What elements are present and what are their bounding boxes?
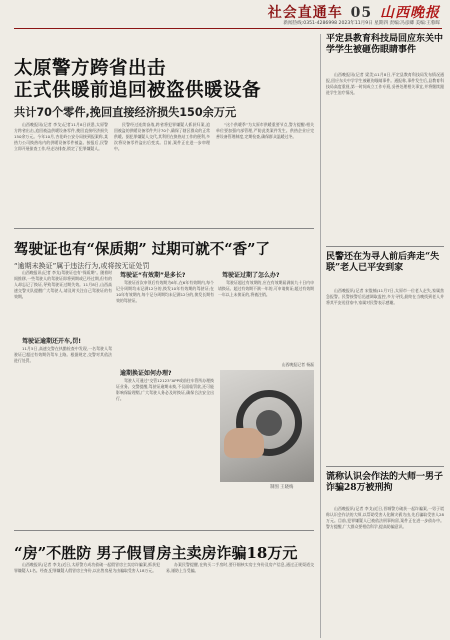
story1-column-3: “这个供暖季”为太原市供暖重要节点,警方提醒:相关单位要加强内部管理,严防此类案件发生。供热企业应完善设备管理制度,定期检查,确保群众温暖过冬。 [216,122,314,139]
right-story1-text: 山西晚报讯(记者 梁美)11月8日,平定县教育科技局发布情况通报,回应东关中学学生被砸伤眼睛事件。通报称,事件发生后,县教育科技局高度重视,第一时间成立工作专班,妥善处理相关事宜,并将继续跟进学生治疗情况。 [326,72,444,95]
story3-column-2: 办案民警提醒,在购买二手房时,要仔细核实房主身份及房产信息,通过正规渠道交易,谨防上当受骗。 [166,562,314,573]
column-divider [320,34,321,638]
section-name: 社会直通车 [267,5,343,21]
story2-column-2: 驾驶证首次申领后有效期为6年,在6年有效期内,每个记分周期均未记满12分的,换发10年有效期的驾驶证;在10年有效期内,每个记分周期均未记满12分的,换发长期有效的驾驶证。 [116,280,214,303]
right-story1-title: 平定县教育科技局回应东关中学学生被砸伤眼睛事件 [326,34,444,55]
story2-column-3: 驾驶证超过有效期的,应在有效期届满前九十日内申请换证。超过有效期不满一年的,可申请换证;超过有效期一年以上未换证的,将被注销。 [218,280,314,297]
divider [326,246,444,247]
story3-column-1: 山西晚报讯(记者 李戈)近日,太原警方成功侦破一起假冒房主卖房诈骗案,抓获犯罪嫌疑人1名。经查,犯罪嫌疑人假冒房主身份,以出售房屋为由骗取受害人18万元。 [14,562,160,573]
right-story2-text: 山西晚报讯(记者 宋俊楠)11月7日,太原市一位老人走失,家属焦急报警。民警接警后迅速调取监控,多方寻找,最终在当晚找到老人并将其平安送回家中,家属对民警表示感谢。 [326,288,444,305]
story1-title-line2: 正式供暖前追回被盗供暖设备 [14,80,262,101]
masthead-title [268,2,440,22]
divider [326,466,444,467]
story2-column-1: 山西晚报讯(记者 李戈)驾驶证也有“保质期”。随着时间推移,一些驾驶人的驾驶证即将到期或已经过期,但有的人却忘记了换证,导致驾驶证过期失效。11月8日,山西高速交警支队提醒广大驾驶人,请及时关注自己驾驶证的有效期。 [14,270,112,299]
divider [14,228,314,229]
story2-subtitle: “逾期未换证”属于违法行为,或将按无证处罚 [14,262,150,270]
masthead-meta: 新闻热线:0351-4286998 2023年11月9日 星期四 责编:冯彦卿 美编:王蓉晖 [283,21,440,26]
right-story3-title: 谎称认识会作法的大师一男子诈骗28万被刑拘 [326,472,444,493]
story1-subtitle: 共计70个零件,挽回直接经济损失150余万元 [14,106,237,119]
story2-title: 驾驶证也有“保质期” 过期可就不“香”了 [14,241,270,258]
story1-column-1: 山西晚报讯(记者 李戈)记者11月8日获悉,太原警方跨省出击,追回被盗供暖设备零件,挽回直接经济损失150余万元。今年10月,杏花岭公安分局接到报案称,某热力公司换热站内的供暖设备零件被盗。接报后,民警立即开展侦查工作,经走访排查,锁定了犯罪嫌疑人。 [14,122,108,151]
story1-column-2: 民警经过连续奋战,跨省将犯罪嫌疑人抓获归案,追回被盗的供暖设备零件共计70个,确保了辖区群众的正常供暖。据犯罪嫌疑人交代,其利用在换热站工作的便利,多次将设备零件盗出后变卖。目前,案件正在进一步审理中。 [114,122,210,151]
story2-subhead-case: 驾驶证逾期还开车,罚! [22,338,82,345]
story2-subhead-how: 逾期换证如何办理? [120,370,172,377]
right-story3-text: 山西晚报讯(记者 李戈)近日,晋城警方破获一起诈骗案,一男子谎称认识会作法的大师,以帮助受害人化解灾祸为由,先后骗取受害人28万元。目前,犯罪嫌疑人已被依法刑事拘留,案件正在进一步侦办中。警方提醒,广大群众要相信科学,提高防骗意识。 [326,506,444,529]
masthead-rule [14,28,442,29]
newspaper-logo: 山西晚报 [380,5,440,21]
story2-column-2b: 驾驶人可通过“交管12123”APP或前往车管所办理换证业务。交警提醒,驾驶证逾期未换,不仅面临罚款,还可能影响保险理赔,广大驾驶人务必及时换证,确保合法安全出行。 [116,378,214,401]
right-story2-title: 民警还在为寻人前后奔走“失联”老人已平安到家 [326,252,440,273]
hand-shape [224,428,264,458]
story1-title-line1: 太原警方跨省出击 [14,58,167,79]
page-number: 05 [350,5,373,21]
story1-headline [14,58,314,120]
divider [14,530,314,531]
story2-subhead-valid: 驾驶证“有效期”是多长? [120,272,186,279]
story2-byline: 山西晚报记者 杨磊 [281,362,314,367]
story2-column-1b: 11月5日,高速交警在执勤检查中发现,一名驾驶人驾驶证已超过有效期仍驾车上路。根据规定,交警对其依法进行处罚。 [14,346,112,363]
photo-caption: 制图 王晓梅 [270,485,294,490]
steering-wheel-photo [220,370,314,482]
story2-subhead-expire: 驾驶证过期了怎么办? [222,272,280,279]
story3-title: “房”不胜防 男子假冒房主卖房诈骗18万元 [14,544,298,562]
story2-headline [14,238,314,271]
masthead [0,0,450,32]
